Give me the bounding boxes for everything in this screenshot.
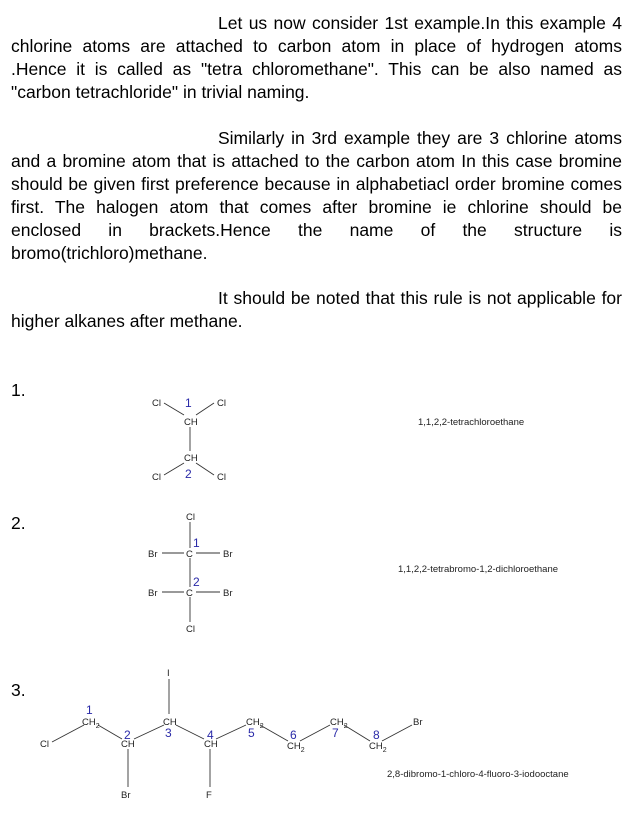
atom-label: I (167, 668, 170, 679)
atom-label: Br (148, 549, 158, 560)
carbon-index: 2 (185, 467, 192, 481)
atom-label: Br (413, 717, 423, 728)
bond (98, 725, 122, 739)
paragraph-rule-note: It should be noted that this rule is not applicable for higher alkanes after methane. (11, 288, 622, 331)
atom-label: F (206, 790, 212, 801)
carbon-index: 6 (290, 728, 297, 742)
atom-label: Br (121, 790, 131, 801)
atom-label: Cl (40, 739, 49, 750)
carbon-index: 1 (193, 536, 200, 550)
bond (260, 725, 288, 741)
bond (382, 725, 412, 741)
carbon-index: 5 (248, 726, 255, 740)
atom-label: CH (184, 417, 198, 428)
paragraph-tetrachloromethane: Let us now consider 1st example.In this example 4 chlorine atoms are attached to carbon atom in place of hydrogen atoms .Hence it is called as "tetra chloromethane". This can be also named as "carbon tetrachloride" in trivial naming. (11, 13, 622, 102)
carbon-index: 7 (332, 726, 339, 740)
carbon-index: 8 (373, 728, 380, 742)
atom-label: CH (163, 717, 177, 728)
paragraph-bromo-trichloro-methane: Similarly in 3rd example they are 3 chlorine atoms and a bromine atom that is attached to the carbon atom In this case bromine should be given first preference because in alphabetiacl order bromine comes first. The halogen atom that comes after bromine ie chlorine should be enclosed in brackets.Hence the name of the structure is bromo(trichloro)methane. (11, 128, 622, 263)
bond (52, 725, 84, 742)
atom-label: $CH_2$ (369, 741, 387, 754)
atom-label: C (186, 588, 193, 599)
atom-label: Br (223, 549, 233, 560)
bond (164, 403, 184, 415)
bond (344, 725, 370, 741)
atom-label: Cl (152, 472, 161, 483)
atom-label: Br (223, 588, 233, 599)
bond (134, 725, 164, 739)
carbon-index: 1 (86, 703, 93, 717)
bond (196, 403, 214, 415)
atom-label: Cl (217, 398, 226, 409)
atom-label: Br (148, 588, 158, 599)
example-number-3: 3. (11, 680, 26, 700)
atom-label: $CH_2$ (246, 717, 264, 730)
bond (216, 725, 246, 739)
atom-label: CH (184, 453, 198, 464)
atom-label: C (186, 549, 193, 560)
bond (300, 725, 330, 741)
structure-3 (40, 668, 569, 801)
atom-label: $CH_2$ (82, 717, 100, 730)
carbon-index: 2 (193, 575, 200, 589)
bond (196, 463, 214, 475)
bond (176, 725, 204, 739)
atom-label: Cl (152, 398, 161, 409)
carbon-index: 2 (124, 728, 131, 742)
atom-label: Cl (186, 512, 195, 523)
example-number-1: 1. (11, 380, 26, 400)
iupac-name-3: 2,8-dibromo-1-chloro-4-fluoro-3-iodooctane (387, 769, 569, 780)
iupac-name-1: 1,1,2,2-tetrachloroethane (418, 417, 525, 428)
atom-label: $CH_2$ (287, 741, 305, 754)
structure-2 (148, 512, 558, 635)
atom-label: CH (204, 739, 218, 750)
carbon-index: 3 (165, 726, 172, 740)
atom-label: CH (121, 739, 135, 750)
atom-label: Cl (217, 472, 226, 483)
carbon-index: 4 (207, 728, 214, 742)
carbon-index: 1 (185, 396, 192, 410)
iupac-name-2: 1,1,2,2-tetrabromo-1,2-dichloroethane (398, 564, 559, 575)
atom-label: Cl (186, 624, 195, 635)
bond (164, 463, 184, 475)
example-number-2: 2. (11, 513, 26, 533)
atom-label: $CH_2$ (330, 717, 348, 730)
structure-1 (152, 396, 524, 483)
